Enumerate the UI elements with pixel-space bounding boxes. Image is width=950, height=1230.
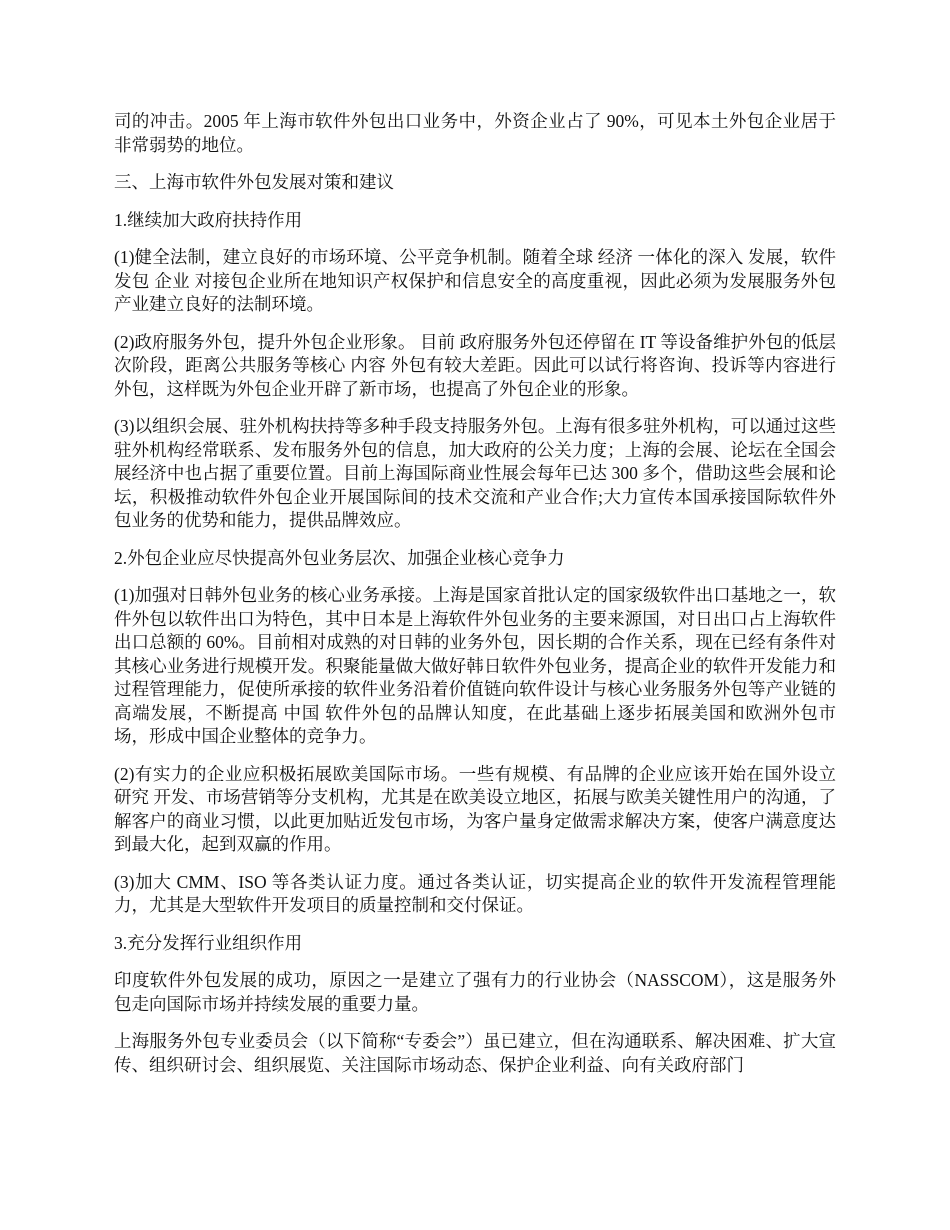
subheading-enterprise-competitiveness: 2.外包企业应尽快提高外包业务层次、加强企业核心竞争力	[114, 547, 565, 568]
paragraph-india-nasscom: 印度软件外包发展的成功，原因之一是建立了强有力的行业协会（NASSCOM），这是服务外包走向国际市场并持续发展的重要力量。	[114, 970, 836, 1014]
paragraph-government-outsourcing: (2)政府服务外包，提升外包企业形象。 目前 政府服务外包还停留在 IT 等设备维护外包的低层次阶段，距离公共服务等核心 内容 外包有较大差距。因此可以试行将咨询、投诉等内容进行外包，这样既为外包企业开辟了新市场，也提高了外包企业的形象。	[114, 331, 836, 399]
subheading-industry-organizations: 3.充分发挥行业组织作用	[114, 932, 303, 953]
paragraph-certification: (3)加大 CMM、ISO 等各类认证力度。通过各类认证，切实提高企业的软件开发流程管理能力，尤其是大型软件开发项目的质量控制和交付保证。	[114, 871, 836, 915]
section-heading-countermeasures: 三、上海市软件外包发展对策和建议	[114, 172, 394, 192]
paragraph-intro-impact: 司的冲击。2005 年上海市软件外包出口业务中，外资企业占了 90%，可见本土外包企业居于非常弱势的地位。	[114, 111, 836, 155]
document-body	[114, 110, 836, 1091]
paragraph-europe-us-markets: (2)有实力的企业应积极拓展欧美国际市场。一些有规模、有品牌的企业应该开始在国外设立 研究 开发、市场营销等分支机构，尤其是在欧美设立地区，拓展与欧美关键性用户的沟通，了解客户的商业习惯，以此更加贴近发包市场，为客户量身定做需求解决方案，使客户满意度达到最大化，起到双赢的作用。	[114, 763, 836, 854]
subheading-government-support: 1.继续加大政府扶持作用	[114, 209, 303, 230]
paragraph-exhibitions-agencies: (3)以组织会展、驻外机构扶持等多种手段支持服务外包。上海有很多驻外机构，可以通过这些驻外机构经常联系、发布服务外包的信息，加大政府的公关力度；上海的会展、论坛在全国会展经济中也占据了重要位置。目前上海国际商业性展会每年已达 300 多个，借助这些会展和论坛，积极推动软件外包企业开展国际间的技术交流和产业合作;大力宣传本国承接国际软件外包业务的优势和能力，提供品牌效应。	[114, 416, 836, 530]
paragraph-shanghai-committee: 上海服务外包专业委员会（以下简称“专委会”）虽已建立，但在沟通联系、解决困难、扩大宣传、组织研讨会、组织展览、关注国际市场动态、保护企业利益、向有关政府部门	[114, 1031, 836, 1075]
paragraph-legal-system: (1)健全法制，建立良好的市场环境、公平竞争机制。随着全球 经济 一体化的深入 发展，软件发包 企业 对接包企业所在地知识产权保护和信息安全的高度重视，因此必须为发展服务外包产业建立良好的法制环境。	[114, 247, 836, 314]
paragraph-japan-korea-business: (1)加强对日韩外包业务的核心业务承接。上海是国家首批认定的国家级软件出口基地之一，软件外包以软件出口为特色，其中日本是上海软件外包业务的主要来源国，对日出口占上海软件出口总额的 60%。目前相对成熟的对日韩的业务外包，因长期的合作关系，现在已经有条件对其核心业务进行规模开发。积聚能量做大做好韩日软件外包业务，提高企业的软件开发能力和过程管理能力，促使所承接的软件业务沿着价值链向软件设计与核心业务服务外包等产业链的高端发展，不断提高 中国 软件外包的品牌认知度，在此基础上逐步拓展美国和欧洲外包市场，形成中国企业整体的竞争力。	[114, 585, 836, 746]
